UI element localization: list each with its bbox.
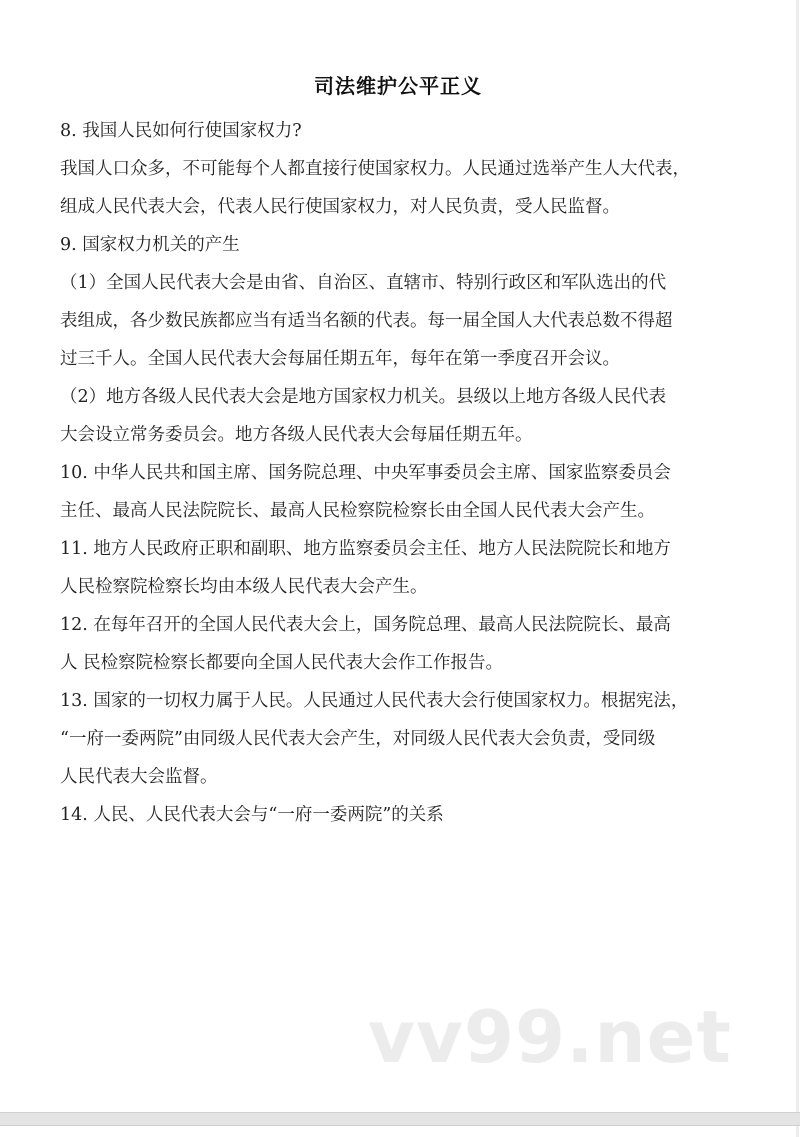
paragraph-line: 我国人口众多，不可能每个人都直接行使国家权力。人民通过选举产生人大代表， <box>60 159 690 179</box>
question-12-text: 12. 在每年召开的全国人民代表大会上，国务院总理、最高人民法院院长、最高 <box>60 615 671 635</box>
paragraph-line: 人 民检察院检察长都要向全国人民代表大会作工作报告。 <box>60 653 504 673</box>
page-edge-divider <box>796 0 799 1137</box>
page-separator-bar <box>0 1112 800 1126</box>
question-8-heading: 8. 我国人民如何行使国家权力? <box>60 121 302 141</box>
question-11-text: 11. 地方人民政府正职和副职、地方监察委员会主任、地方人民法院院长和地方 <box>60 539 671 559</box>
paragraph-line: “一府一委两院”由同级人民代表大会产生，对同级人民代表大会负责，受同级 <box>60 729 656 749</box>
paragraph-line: 人民代表大会监督。 <box>60 767 218 787</box>
paragraph-line: （2）地方各级人民代表大会是地方国家权力机关。县级以上地方各级人民代表 <box>60 387 667 407</box>
question-14-heading: 14. 人民、人民代表大会与“一府一委两院”的关系 <box>60 805 444 825</box>
question-9-heading: 9. 国家权力机关的产生 <box>60 235 240 255</box>
paragraph-line: 过三千人。全国人民代表大会每届任期五年，每年在第一季度召开会议。 <box>60 349 620 369</box>
document-body <box>60 112 750 834</box>
question-13-text: 13. 国家的一切权力属于人民。人民通过人民代表大会行使国家权力。根据宪法， <box>60 691 689 711</box>
document-title: 司法维护公平正义 <box>314 74 482 98</box>
paragraph-line: 表组成，各少数民族都应当有适当名额的代表。每一届全国人大代表总数不得超 <box>60 311 673 331</box>
watermark: vv99.net <box>368 995 732 1079</box>
paragraph-line: 主任、最高人民法院院长、最高人民检察院检察长由全国人民代表大会产生。 <box>60 501 655 521</box>
paragraph-line: 组成人民代表大会，代表人民行使国家权力，对人民负责，受人民监督。 <box>60 197 620 217</box>
question-10-text: 10. 中华人民共和国主席、国务院总理、中央军事委员会主席、国家监察委员会 <box>60 463 671 483</box>
paragraph-line: （1）全国人民代表大会是由省、自治区、直辖市、特别行政区和军队选出的代 <box>60 273 667 293</box>
paragraph-line: 人民检察院检察长均由本级人民代表大会产生。 <box>60 577 428 597</box>
paragraph-line: 大会设立常务委员会。地方各级人民代表大会每届任期五年。 <box>60 425 533 445</box>
